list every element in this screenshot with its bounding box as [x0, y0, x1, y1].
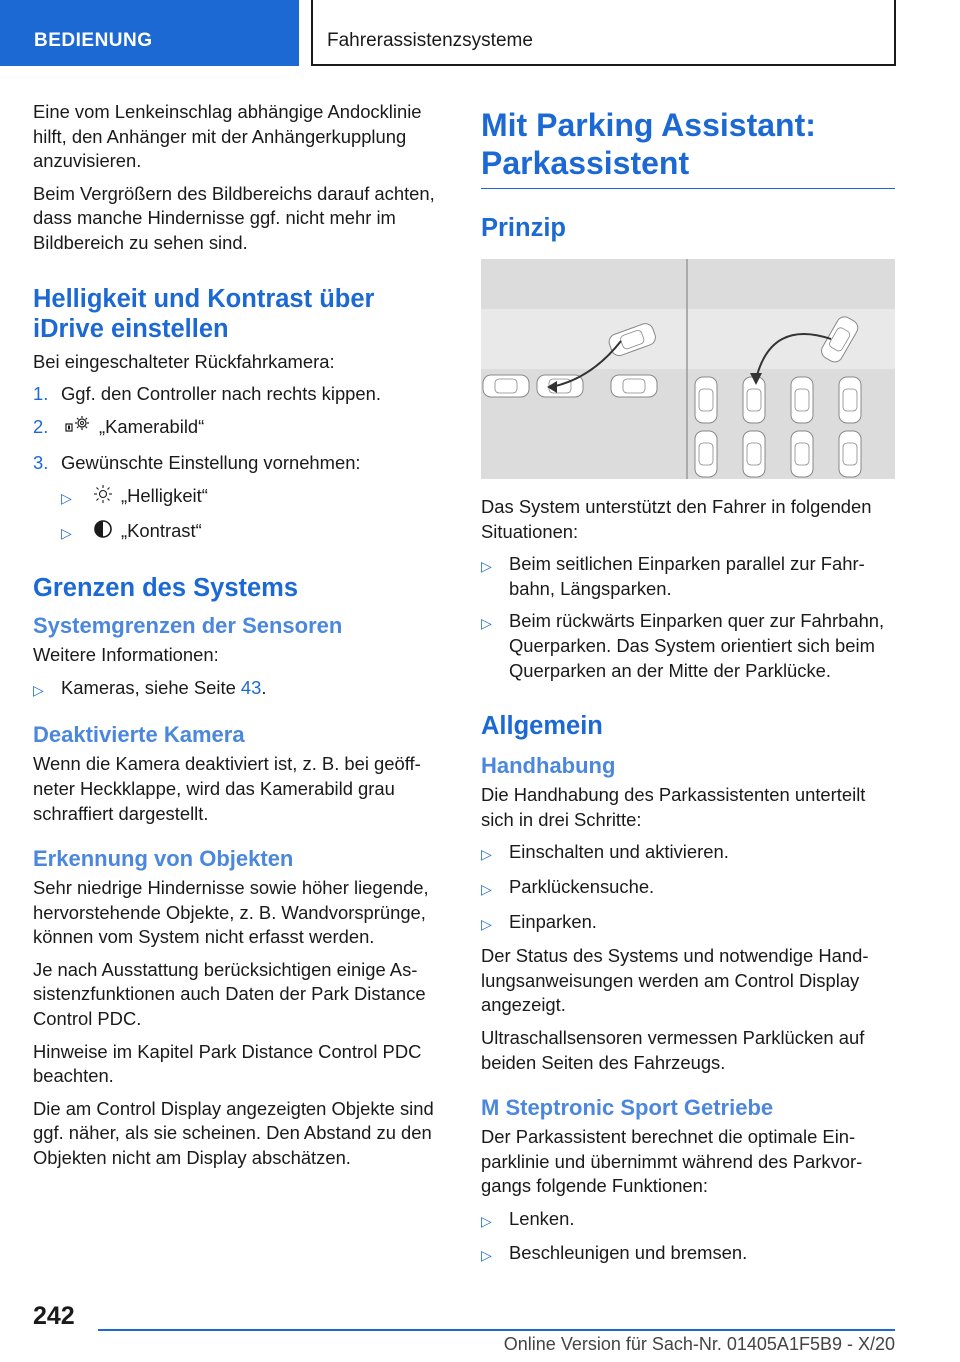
paragraph-andocklinie: Eine vom Lenkeinschlag abhängige Andocklinie hilft, den Anhänger mit der Anhängerkupplung anzuvisieren.: [33, 101, 422, 172]
triangle-right-icon: ▷: [61, 489, 72, 506]
heading-erkennung: Erkennung von Objekten: [33, 846, 294, 872]
step-text: Gewünschte Einstellung vornehmen:: [61, 452, 361, 474]
list-item-text: „Kontrast“: [121, 519, 202, 541]
list-item: [481, 875, 895, 902]
camera-gear-icon: [65, 415, 91, 444]
triangle-right-icon: ▷: [481, 1247, 492, 1264]
triangle-right-icon: ▷: [61, 524, 72, 541]
paragraph-deaktiviert: Wenn die Kamera deaktiviert ist, z. B. bei geöffneter Heckklappe, wird das Kamerabild grau schraffiert dargestellt.: [33, 753, 421, 824]
heading-allgemein: Allgemein: [481, 712, 603, 741]
page-header: [0, 0, 960, 66]
footer-divider: [98, 1329, 895, 1331]
list-item: [481, 840, 895, 867]
list-item-text: Beim rückwärts Einparken quer zur Fahrbahn, Querparken. Das System orientiert sich beim Querparken an der Mitte der Parklücke.: [509, 610, 885, 681]
list-item-text: Beim seitlichen Einparken parallel zur Fahrbahn, Längsparken.: [509, 553, 865, 599]
list-item-text: Einschalten und aktivieren.: [509, 841, 729, 863]
right-column: [481, 100, 895, 1276]
parked-car: [839, 377, 861, 423]
list-item: [61, 519, 451, 546]
heading-steptronic: M Steptronic Sport Getriebe: [481, 1095, 774, 1121]
heading-handhabung: Handhabung: [481, 753, 616, 779]
paragraph-vergroessern: Beim Vergrößern des Bildbereichs darauf achten, dass manche Hindernisse ggf. nicht mehr im Bildbereich zu sehen sind.: [33, 182, 435, 253]
info-list: [33, 676, 451, 703]
paragraph-rueckfahrkamera: Bei eingeschalteter Rückfahrkamera:: [33, 350, 335, 372]
parked-car: [791, 431, 813, 477]
triangle-right-icon: ▷: [481, 880, 492, 897]
settings-sublist: [61, 484, 451, 545]
triangle-right-icon: ▷: [481, 1212, 492, 1229]
triangle-right-icon: ▷: [481, 615, 492, 632]
heading-parking-assistant: Mit Parking Assistant: Parkassistent: [481, 106, 895, 189]
section-tab: BEDIENUNG: [0, 0, 299, 66]
triangle-right-icon: ▷: [481, 915, 492, 932]
list-item: [481, 910, 895, 937]
steps-bullets: [481, 840, 895, 936]
footer-text: Online Version für Sach-Nr. 01405A1F5B9 - X/20: [503, 1334, 895, 1354]
list-item-text: Parklückensuche.: [509, 875, 655, 897]
list-item: [481, 552, 895, 601]
triangle-right-icon: ▷: [481, 558, 492, 575]
paragraph-status: Der Status des Systems und notwendige Handlungsanweisungen werden am Control Display angezeigt.: [481, 945, 869, 1016]
paragraph-handhabung: Die Handhabung des Parkassistenten unterteilt sich in drei Schritte:: [481, 784, 866, 830]
functions-list: [481, 1207, 895, 1268]
paragraph-erkennung-1: Sehr niedrige Hindernisse sowie höher liegende, hervorstehende Objekte, z. B. Wandvorsprünge, können vom System nicht erfasst werden.: [33, 877, 429, 948]
triangle-right-icon: ▷: [481, 846, 492, 863]
list-item-text: [61, 676, 267, 703]
parked-car: [791, 377, 813, 423]
heading-helligkeit: Helligkeit und Kontrast über iDrive einstellen: [33, 284, 375, 343]
page-link[interactable]: 43: [240, 676, 262, 698]
step-number: 2.: [33, 415, 49, 437]
target-car-outline: [743, 377, 765, 423]
list-item-text: „Helligkeit“: [121, 484, 208, 506]
paragraph-erkennung-4: Die am Control Display angezeigten Objekte sind ggf. näher, als sie scheinen. Den Abstand zu den Objekten nicht am Display abschätzen.: [33, 1097, 434, 1169]
step-number: 1.: [33, 383, 49, 405]
paragraph-steptronic: Der Parkassistent berechnet die optimale Einparklinie und übernimmt während des Parkvorgangs folgende Funktionen:: [481, 1126, 863, 1197]
paragraph-system: Das System unterstützt den Fahrer in folgenden Situationen:: [481, 496, 872, 542]
step-text: Ggf. den Controller nach rechts kippen.: [61, 383, 381, 405]
situations-list: [481, 552, 895, 683]
heading-sensoren: Systemgrenzen der Sensoren: [33, 613, 343, 639]
parking-illustration: [481, 259, 895, 479]
heading-prinzip: Prinzip: [481, 214, 567, 242]
kameras-text: Kameras, siehe Seite: [61, 676, 241, 698]
step-item: [33, 382, 451, 407]
step-item: [33, 451, 451, 476]
parked-car: [695, 431, 717, 477]
paragraph-weitere: Weitere Informationen:: [33, 644, 219, 666]
list-item: [481, 1207, 895, 1234]
paragraph-erkennung-2: Je nach Ausstattung berücksichtigen einige Assistenzfunktionen auch Daten der Park Distance Control PDC.: [33, 958, 426, 1030]
step-number: 3.: [33, 452, 49, 474]
contrast-icon: [93, 519, 113, 546]
step-item: [33, 415, 451, 444]
steps-list: [33, 382, 451, 476]
parked-car: [483, 375, 529, 397]
heading-deaktiviert: Deaktivierte Kamera: [33, 722, 245, 748]
list-item: [481, 609, 895, 683]
page-number: 242: [33, 1302, 75, 1330]
list-item-text: Lenken.: [509, 1207, 575, 1229]
list-item: [481, 1241, 895, 1268]
list-item: [33, 676, 451, 703]
step-text: „Kamerabild“: [99, 415, 205, 437]
parked-car: [743, 431, 765, 477]
paragraph-ultraschall: Ultraschallsensoren vermessen Parklücken auf beiden Seiten des Fahrzeugs.: [481, 1026, 865, 1073]
kameras-end: .: [261, 676, 267, 698]
heading-grenzen: Grenzen des Systems: [33, 574, 299, 603]
parked-car: [695, 377, 717, 423]
left-column: [33, 100, 451, 1179]
parked-car: [839, 431, 861, 477]
list-item: [61, 484, 451, 511]
sun-icon: [93, 484, 113, 511]
list-item-text: Beschleunigen und bremsen.: [509, 1242, 748, 1264]
paragraph-erkennung-3: Hinweise im Kapitel Park Distance Control PDC beachten.: [33, 1040, 422, 1087]
triangle-right-icon: ▷: [33, 681, 44, 698]
parked-car: [611, 375, 657, 397]
list-item-text: Einparken.: [509, 910, 597, 932]
chapter-tab: Fahrerassistenzsysteme: [311, 0, 896, 66]
